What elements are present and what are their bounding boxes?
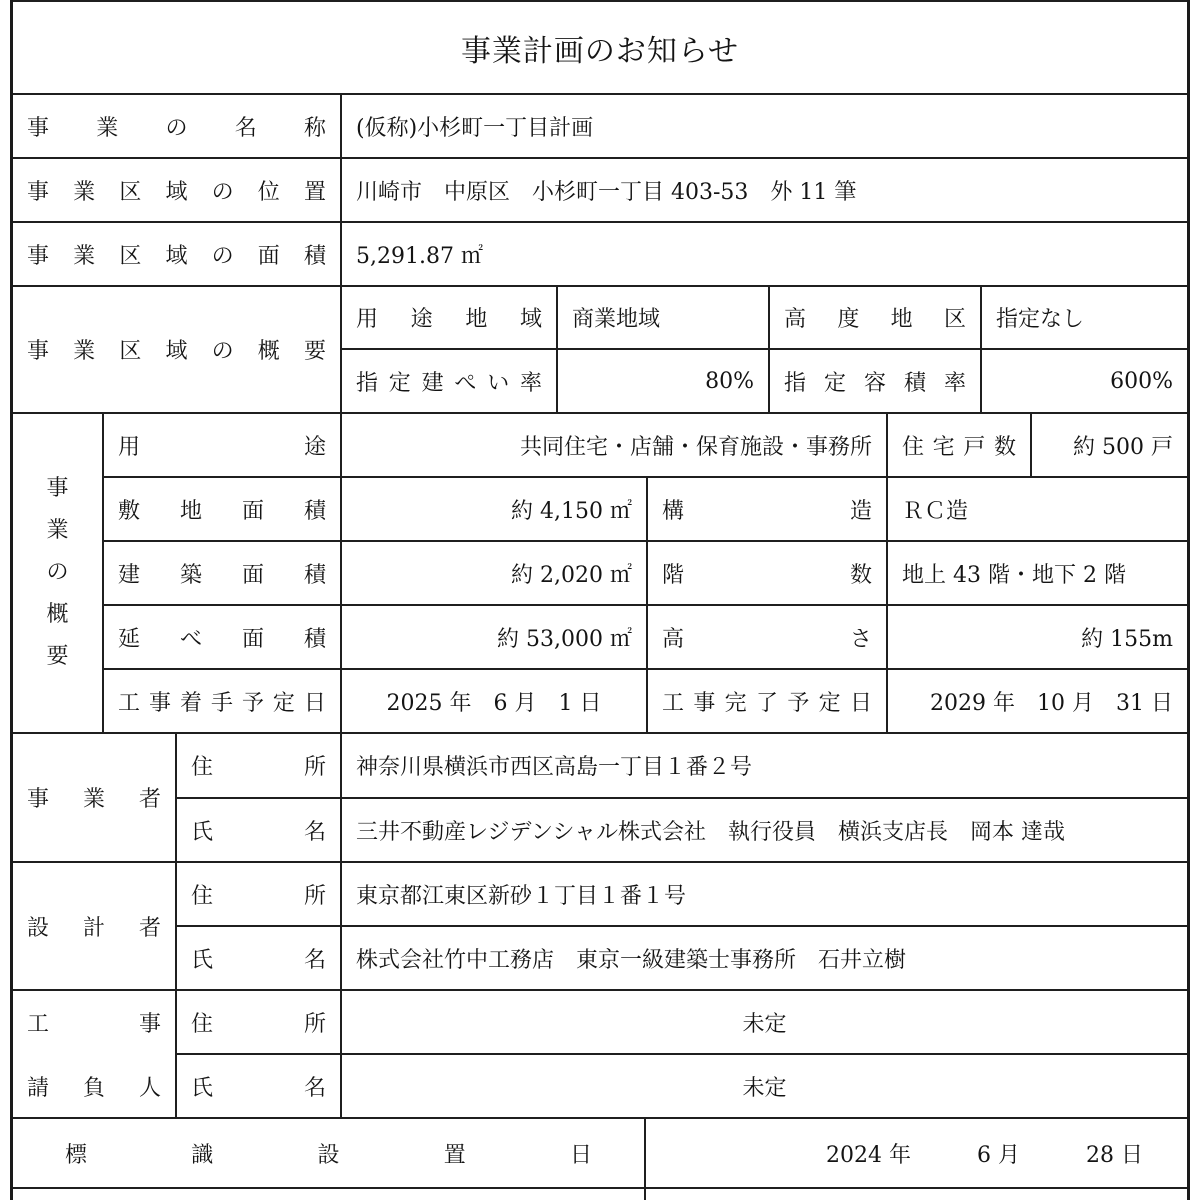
contractor-address-value: 未定 [742,1011,787,1037]
far-label: 指 定 容 積 率 [784,370,966,396]
end-date-value: 2029 年 10 月 31 日 [930,690,1173,716]
location-value: 川崎市 中原区 小杉町一丁目 403-53 外 11 筆 [356,179,857,205]
designer-name-label: 氏 名 [191,947,326,973]
use-label: 用 途 [118,434,326,460]
project-name-label: 事 業 の 名 称 [27,115,326,141]
height-label: 高 さ [662,626,872,652]
contractor-name-label: 氏 名 [191,1075,326,1101]
structure-value: ＲＣ造 [902,498,969,524]
bcr-value: 80% [705,368,754,394]
developer-name-value: 三井不動産レジデンシャル株式会社 執行役員 横浜支店長 岡本 達哉 [356,819,1066,845]
total-floor-label: 延 べ 面 積 [118,626,326,652]
designer-name-value: 株式会社竹中工務店 東京一級建築士事務所 石井立樹 [356,947,907,973]
use-zone-label: 用 途 地 域 [356,307,542,332]
developer-address-label: 住 所 [191,755,326,780]
designer-address-value: 東京都江東区新砂１丁目１番１号 [356,883,687,909]
notice-board [10,0,1190,1200]
height-value: 約 155m [1081,626,1173,652]
building-area-label: 建 築 面 積 [118,562,326,588]
location-label: 事 業 区 域 の 位 置 [27,179,326,205]
area-label: 事 業 区 域 の 面 積 [27,243,326,269]
contractor-name-value: 未定 [742,1075,787,1101]
total-floor-value: 約 53,000 ㎡ [497,626,632,652]
structure-label: 構 造 [662,498,872,524]
overview-label: 事 業 区 域 の 概 要 [27,339,326,364]
contractor-address-label: 住 所 [191,1011,326,1037]
developer-address-value: 神奈川県横浜市西区高島一丁目１番２号 [356,755,753,780]
units-label: 住 宅 戸 数 [902,434,1016,460]
height-zone-value: 指定なし [996,307,1085,332]
start-date-value: 2025 年 6 月 1 日 [386,690,602,716]
page-title: 事業計画のお知らせ [460,33,740,69]
end-date-label: 工 事 完 了 予 定 日 [662,690,872,716]
area-value: 5,291.87 ㎡ [356,243,483,269]
designer-label: 設 計 者 [27,915,161,941]
units-value: 約 500 戸 [1073,434,1173,460]
far-value: 600% [1110,368,1173,394]
start-date-label: 工 事 着 手 予 定 日 [118,690,326,716]
site-area-value: 約 4,150 ㎡ [511,498,632,524]
sign-date-value: 2024 年 6 月 28 日 [826,1142,1143,1168]
bcr-label: 指 定 建 ぺ い 率 [356,370,542,396]
developer-name-label: 氏 名 [191,819,326,845]
height-zone-label: 高 度 地 区 [784,307,966,332]
floors-value: 地上 43 階・地下 2 階 [902,562,1126,588]
floors-label: 階 数 [662,562,872,588]
use-value: 共同住宅・店舗・保育施設・事務所 [519,434,872,460]
contractor-label-line2: 請 負 人 [27,1075,161,1101]
developer-label: 事 業 者 [27,787,161,812]
building-area-value: 約 2,020 ㎡ [511,562,632,588]
site-area-label: 敷 地 面 積 [118,498,326,524]
project-name-value: (仮称)小杉町一丁目計画 [356,115,594,141]
use-zone-value: 商業地域 [572,307,661,332]
contractor-label-line1: 工 事 [27,1011,161,1037]
sign-date-label: 標 識 設 置 日 [65,1142,592,1168]
project-overview-label: 事 業 の 概 要 [46,476,69,669]
designer-address-label: 住 所 [191,883,326,909]
